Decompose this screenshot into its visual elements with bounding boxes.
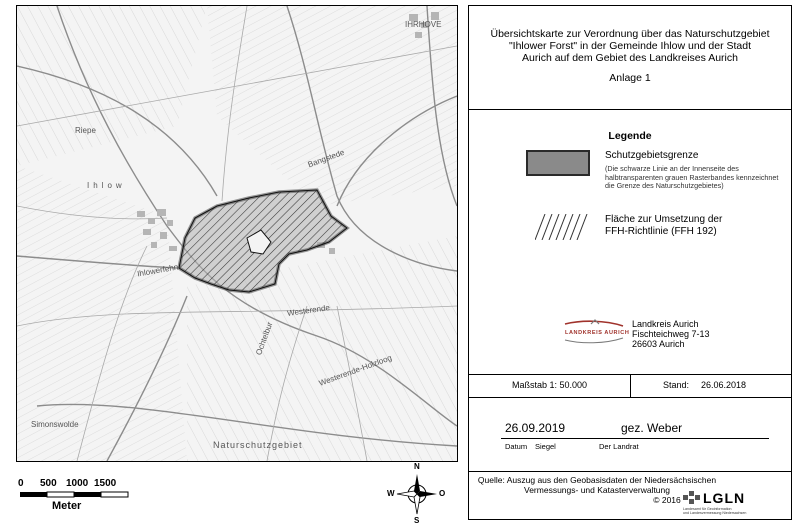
scale-stand-row <box>469 374 791 398</box>
source-copyright: © 2016 <box>653 495 681 505</box>
scale-tick-1500: 1500 <box>94 478 117 489</box>
legend-boundary-title: Schutzgebietsgrenze <box>605 150 699 161</box>
legend-ffh-label <box>605 214 722 238</box>
lgln-subtitle <box>683 507 746 515</box>
legend-ffh-line-1: Fläche zur Umsetzung der <box>605 214 723 225</box>
caption-siegel: Siegel <box>535 442 556 451</box>
map-label-westerende: Westerende <box>286 303 331 318</box>
map-label-naturschutzgebiet: Naturschutzgebiet <box>213 440 303 450</box>
compass-o: O <box>439 489 446 498</box>
stand-label: Stand: <box>663 380 690 390</box>
compass-s: S <box>414 516 420 525</box>
caption-landrat: Der Landrat <box>599 442 639 451</box>
signature-date: 26.09.2019 <box>505 421 566 435</box>
map-label-westerende-holzloog: Westerende-Holzloog <box>317 353 394 388</box>
map-label-simonswolde: Simonswolde <box>31 420 79 429</box>
signature-line <box>501 438 769 439</box>
lgln-sub-line-1: Landesamt für Geoinformation <box>683 507 732 511</box>
source-line-2: Vermessungs- und Katasterverwaltung <box>524 485 670 495</box>
title-line-3: Aurich auf dem Gebiet des Landkreises Aurich <box>522 52 738 64</box>
map-label-bangstede: Bangstede <box>306 147 346 170</box>
legend <box>469 110 791 375</box>
map-label-riepe: Riepe <box>75 126 96 135</box>
source-line-1: Quelle: Auszug aus den Geobasisdaten der Niedersächsischen <box>477 475 717 485</box>
title-line-2: "Ihlower Forst" in der Gemeinde Ihlow und der Stadt <box>508 40 752 52</box>
title-line-1: Übersichtskarte zur Verordnung über das Naturschutzgebiet <box>490 28 770 40</box>
address-line-2: Fischteichweg 7-13 <box>632 329 710 339</box>
legend-title: Legende <box>608 130 652 142</box>
lgln-logo-text: LGLN <box>703 490 746 506</box>
landkreis-logo-text: LANDKREIS AURICH <box>565 330 630 336</box>
scale-unit: Meter <box>52 500 82 512</box>
lgln-sub-line-2: und Landesvermessung Niedersachsen <box>683 511 747 516</box>
compass-icon <box>393 470 441 518</box>
map-title <box>479 28 781 64</box>
stand-date: 26.06.2018 <box>701 380 747 390</box>
source-block <box>469 472 791 519</box>
authority-address <box>632 319 710 349</box>
map-label-ochtelbur: Ochtelbur <box>254 320 275 357</box>
map-frame[interactable] <box>16 5 458 462</box>
stand-cell <box>631 374 791 397</box>
map-canvas[interactable] <box>17 6 457 461</box>
map-scale-text: Maßstab 1: 50.000 <box>469 374 631 397</box>
legend-boundary-description: (Die schwarze Linie an der Innenseite des halbtransparenten grauen Rasterbandes kennzeichnet die Grenze des Naturschutzgebietes) <box>605 164 779 191</box>
legend-boundary-symbol <box>526 150 590 176</box>
info-panel <box>468 5 792 520</box>
compass-n: N <box>414 462 420 471</box>
annex-label: Anlage 1 <box>609 72 651 84</box>
map-label-ihrhove: IHRHOVE <box>405 20 442 29</box>
signature-block <box>469 398 791 472</box>
map-label-ihlow: Ihlow <box>87 181 126 190</box>
scale-tick-1000: 1000 <box>66 478 89 489</box>
legend-ffh-line-2: FFH-Richtlinie (FFH 192) <box>605 226 717 237</box>
compass-w: W <box>387 489 395 498</box>
map-scale-bar <box>16 478 176 518</box>
title-box <box>469 6 791 110</box>
address-line-1: Landkreis Aurich <box>632 319 699 329</box>
address-line-3: 26603 Aurich <box>632 339 685 349</box>
scale-tick-0: 0 <box>18 478 24 489</box>
signature-name: gez. Weber <box>621 421 683 435</box>
north-arrow <box>387 462 446 525</box>
caption-datum: Datum <box>505 442 528 451</box>
scale-tick-500: 500 <box>40 478 57 489</box>
map-label-ihlowerfehn: Ihlowerfehn <box>136 262 179 279</box>
legend-ffh-symbol <box>535 214 591 240</box>
